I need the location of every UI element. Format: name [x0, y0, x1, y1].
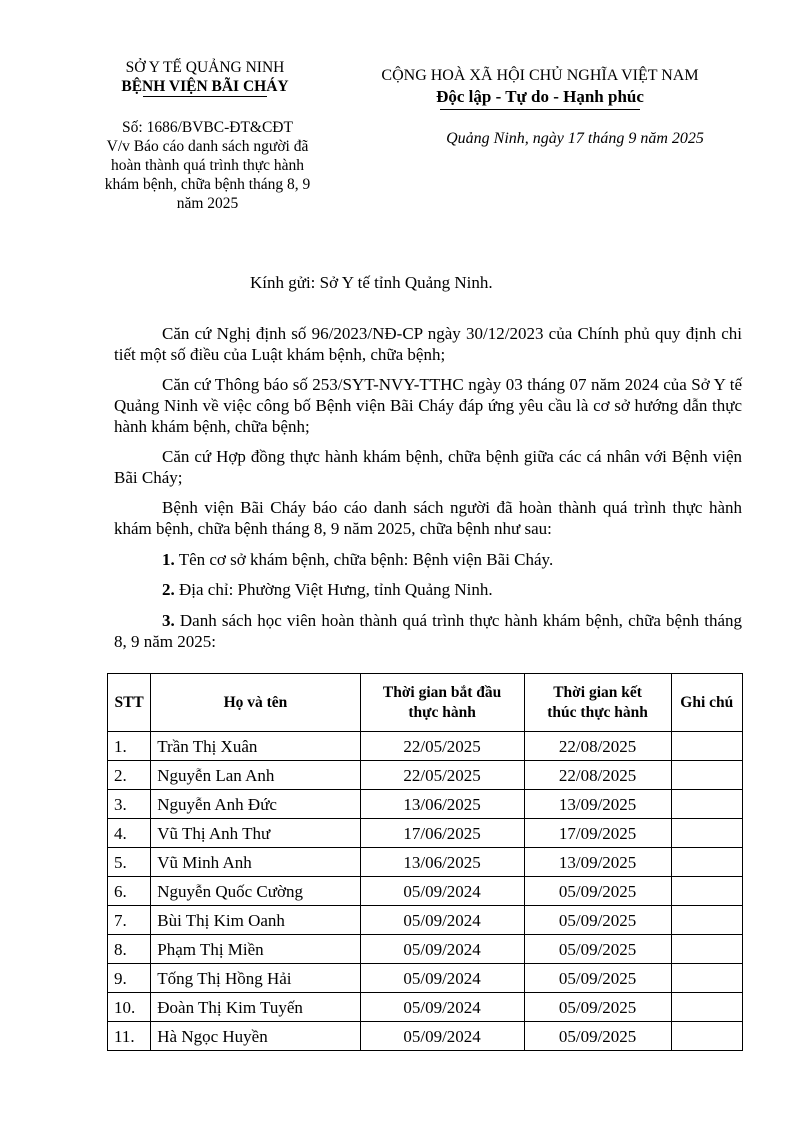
table-row: [108, 906, 743, 935]
col-stt-header: STT: [108, 674, 151, 732]
cell-stt: 4.: [108, 819, 151, 848]
paragraph: Căn cứ Hợp đồng thực hành khám bệnh, chữa bệnh giữa các cá nhân với Bệnh viện Bãi Cháy;: [114, 447, 742, 487]
cell-start: 05/09/2024: [360, 906, 524, 935]
cell-start: 05/09/2024: [360, 993, 524, 1022]
table-row: [108, 964, 743, 993]
cell-stt: 2.: [108, 761, 151, 790]
item-number: 2.: [162, 580, 175, 599]
cell-name: Trần Thị Xuân: [151, 732, 360, 761]
cell-note: [671, 935, 742, 964]
issuer-block: [90, 58, 320, 96]
cell-name: Tống Thị Hồng Hải: [151, 964, 360, 993]
cell-end: 05/09/2025: [524, 877, 671, 906]
table-header-row: [108, 674, 743, 732]
table-row: [108, 877, 743, 906]
greeting: Kính gửi: Sở Y tế tỉnh Quảng Ninh.: [250, 273, 493, 292]
document-number: Số: 1686/BVBC-ĐT&CĐT: [122, 119, 293, 136]
cell-note: [671, 819, 742, 848]
paragraph: Căn cứ Nghị định số 96/2023/NĐ-CP ngày 30/12/2023 của Chính phủ quy định chi tiết một số điều của Luật khám bệnh, chữa bệnh;: [114, 324, 742, 364]
subject-line: năm 2025: [176, 195, 239, 212]
subject-line: hoàn thành quá trình thực hành: [110, 157, 305, 174]
table-row: [108, 761, 743, 790]
col-name-header: Họ và tên: [151, 674, 360, 732]
cell-start: 05/09/2024: [360, 935, 524, 964]
cell-end: 13/09/2025: [524, 790, 671, 819]
cell-stt: 8.: [108, 935, 151, 964]
cell-name: Vũ Minh Anh: [151, 848, 360, 877]
cell-note: [671, 848, 742, 877]
cell-start: 22/05/2025: [360, 761, 524, 790]
cell-stt: 9.: [108, 964, 151, 993]
cell-start: 13/06/2025: [360, 848, 524, 877]
cell-stt: 5.: [108, 848, 151, 877]
table-row: [108, 732, 743, 761]
table-row: [108, 1022, 743, 1051]
paragraph: Căn cứ Thông báo số 253/SYT-NVY-TTHC ngày 03 tháng 07 năm 2024 của Sở Y tế Quảng Ninh về việc công bố Bệnh viện Bãi Cháy đáp ứng yêu cầu là cơ sở hướng dẫn thực hành khám bệnh, chữa bệnh;: [114, 375, 742, 436]
cell-stt: 1.: [108, 732, 151, 761]
cell-end: 05/09/2025: [524, 993, 671, 1022]
cell-note: [671, 761, 742, 790]
cell-end: 13/09/2025: [524, 848, 671, 877]
cell-note: [671, 964, 742, 993]
cell-name: Nguyễn Lan Anh: [151, 761, 360, 790]
item-text: Tên cơ sở khám bệnh, chữa bệnh: Bệnh viện Bãi Cháy.: [174, 550, 554, 569]
cell-start: 05/09/2024: [360, 964, 524, 993]
place-date: Quảng Ninh, ngày 17 tháng 9 năm 2025: [446, 130, 704, 147]
cell-name: Vũ Thị Anh Thư: [151, 819, 360, 848]
table-row: [108, 819, 743, 848]
cell-end: 22/08/2025: [524, 761, 671, 790]
agency-name: SỞ Y TẾ QUẢNG NINH: [125, 59, 285, 76]
cell-note: [671, 1022, 742, 1051]
subject-line: khám bệnh, chữa bệnh tháng 8, 9: [104, 176, 311, 193]
cell-note: [671, 877, 742, 906]
col-end-header: Thời gian kết thúc thực hành: [524, 674, 671, 732]
item-number: 3.: [162, 611, 175, 630]
cell-name: Nguyễn Quốc Cường: [151, 877, 360, 906]
paragraph: Bệnh viện Bãi Cháy báo cáo danh sách người đã hoàn thành quá trình thực hành khám bệnh, chữa bệnh tháng 8, 9 năm 2025, chữa bệnh như sau:: [114, 498, 742, 538]
item-text: Danh sách học viên hoàn thành quá trình thực hành khám bệnh, chữa bệnh tháng 8, 9 năm 2025:: [114, 611, 742, 651]
cell-end: 05/09/2025: [524, 906, 671, 935]
col-start-header: Thời gian bắt đầu thực hành: [360, 674, 524, 732]
cell-end: 05/09/2025: [524, 935, 671, 964]
table-row: [108, 993, 743, 1022]
table-row: [108, 848, 743, 877]
cell-stt: 6.: [108, 877, 151, 906]
cell-name: Đoàn Thị Kim Tuyến: [151, 993, 360, 1022]
cell-note: [671, 732, 742, 761]
cell-note: [671, 790, 742, 819]
cell-end: 05/09/2025: [524, 1022, 671, 1051]
cell-stt: 11.: [108, 1022, 151, 1051]
cell-note: [671, 906, 742, 935]
cell-end: 05/09/2025: [524, 964, 671, 993]
cell-end: 17/09/2025: [524, 819, 671, 848]
cell-name: Nguyễn Anh Đức: [151, 790, 360, 819]
cell-name: Bùi Thị Kim Oanh: [151, 906, 360, 935]
cell-note: [671, 993, 742, 1022]
national-header: [330, 66, 750, 108]
trainee-table: [107, 673, 743, 1051]
item-text: Địa chỉ: Phường Việt Hưng, tỉnh Quảng Ninh.: [174, 580, 493, 599]
cell-stt: 10.: [108, 993, 151, 1022]
subject-block: [70, 118, 345, 213]
cell-start: 13/06/2025: [360, 790, 524, 819]
subject-line: V/v Báo cáo danh sách người đã: [106, 138, 309, 155]
cell-start: 05/09/2024: [360, 877, 524, 906]
cell-stt: 7.: [108, 906, 151, 935]
item-list-intro: [114, 610, 742, 652]
cell-start: 05/09/2024: [360, 1022, 524, 1051]
country-name: CỘNG HOÀ XÃ HỘI CHỦ NGHĨA VIỆT NAM: [381, 67, 699, 84]
item-number: 1.: [162, 550, 175, 569]
cell-start: 17/06/2025: [360, 819, 524, 848]
item-facility: [114, 549, 742, 570]
cell-name: Hà Ngọc Huyền: [151, 1022, 360, 1051]
cell-stt: 3.: [108, 790, 151, 819]
cell-name: Phạm Thị Miền: [151, 935, 360, 964]
table-row: [108, 790, 743, 819]
col-note-header: Ghi chú: [671, 674, 742, 732]
hospital-name: BỆNH VIỆN BÃI CHÁY: [121, 78, 289, 95]
national-motto: Độc lập - Tự do - Hạnh phúc: [436, 87, 644, 106]
table-row: [108, 935, 743, 964]
cell-start: 22/05/2025: [360, 732, 524, 761]
cell-end: 22/08/2025: [524, 732, 671, 761]
item-address: [114, 579, 742, 600]
